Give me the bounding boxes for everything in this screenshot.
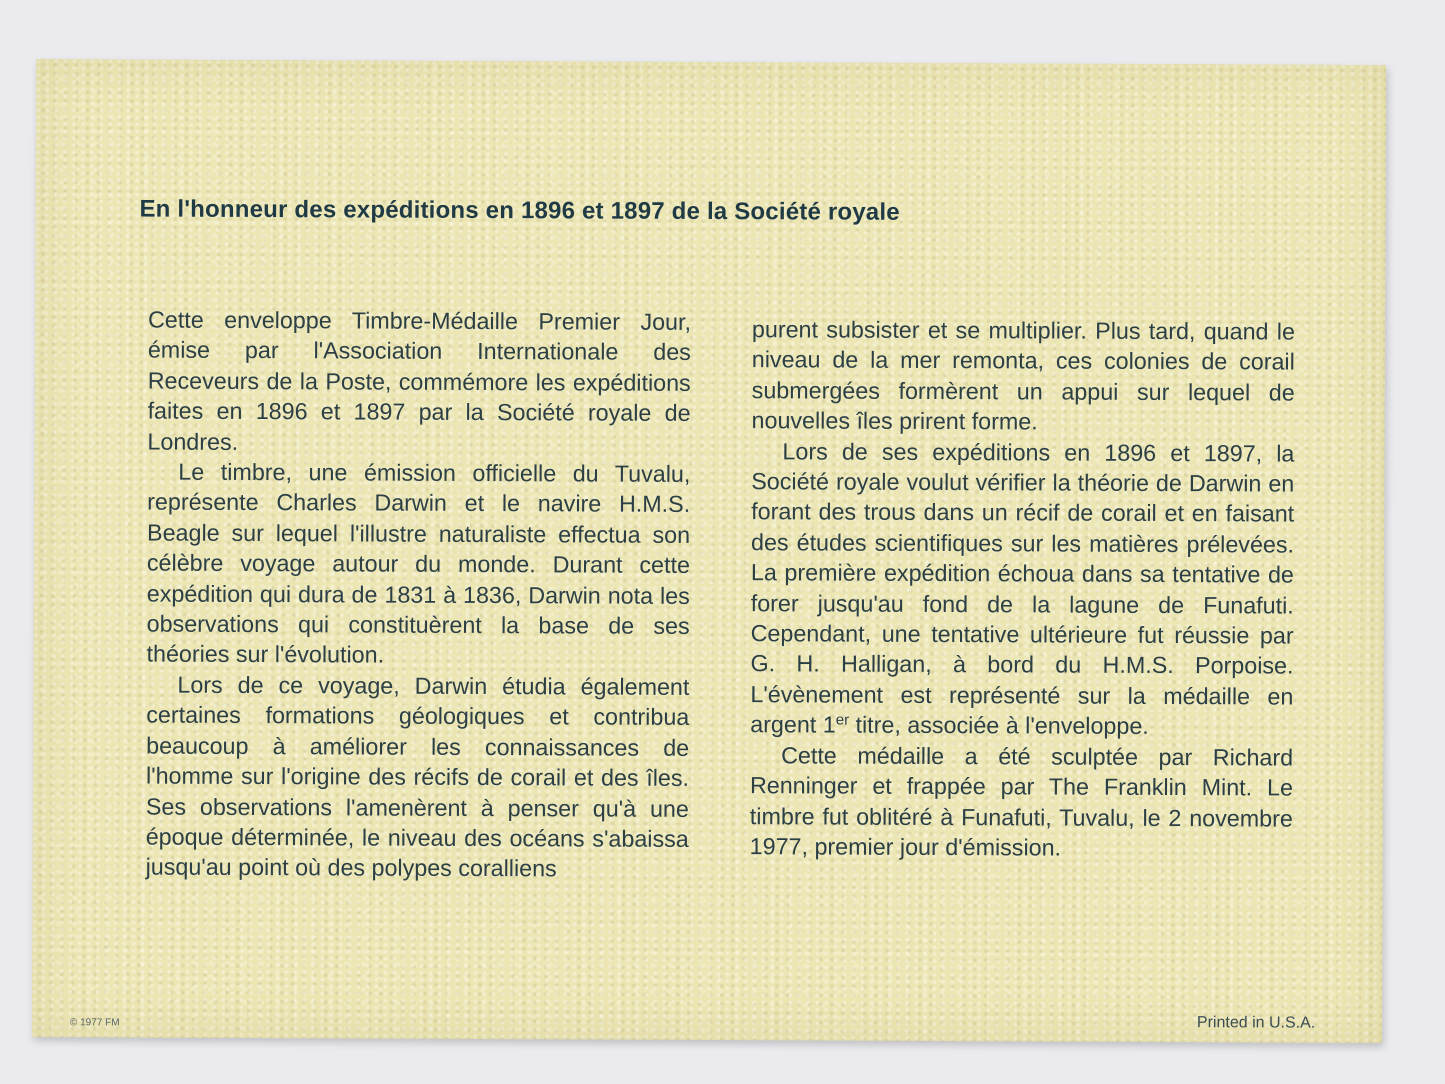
right-paragraph-3: Cette médaille a été sculptée par Richard Renninger et frappée par The Franklin Mint. Le timbre fut oblitéré à Funafuti, Tuvalu, le 2 novembre 1977, premier jour d'émission. xyxy=(749,742,1294,861)
insert-card xyxy=(32,59,1386,1043)
copyright-notice: © 1977 FM xyxy=(69,1017,120,1029)
right-paragraph-1: purent subsister et se multiplier. Plus tard, quand le niveau de la mer remonta, ces colonies de corail submergées formèrent un appui sur lequel de nouvelles îles prirent forme. xyxy=(751,316,1296,435)
right-column xyxy=(750,314,1295,864)
right-paragraph-2 xyxy=(750,436,1294,742)
left-paragraph-3: Lors de ce voyage, Darwin étudia également certaines formations géologiques et contribua beaucoup à améliorer les connaissances de l'homme sur l'origine des récifs de corail et des îles. Ses observations l'amenèrent à penser qu'à une époque déterminée, le niveau des océans s'abaissa jusqu'au point où des polypes coralliens xyxy=(145,671,690,882)
left-paragraph-2: Le timbre, une émission officielle du Tuvalu, représente Charles Darwin et le navire H.M.S. Beagle sur lequel l'illustre naturaliste effectua son célèbre voyage autour du monde. Durant cette expédition qui dura de 1831 à 1836, Darwin nota les observations qui constituèrent la base de ses théories sur l'évolution. xyxy=(146,458,691,669)
left-paragraph-1: Cette enveloppe Timbre-Médaille Premier Jour, émise par l'Association Internationale des Receveurs de la Poste, commémore les expéditions faites en 1896 et 1897 par la Société royale de Londres. xyxy=(147,306,692,455)
left-column xyxy=(146,305,692,885)
right-paragraph-2-text: Lors de ses expéditions en 1896 et 1897, la Société royale voulut vérifier la théorie de Darwin en forant des trous dans un récif de corail et en faisant des études scientifiques sur les matières prélevées. La première expédition échoua dans sa tentative de forer jusqu'au fond de la lagune de Funafuti. Cependant, une tentative ultérieure fut réussie par G. H. Halligan, à bord du H.M.S. Porpoise. L'évènement est représenté sur la médaille en argent 1 xyxy=(750,437,1295,738)
right-paragraph-2-tail: titre, associée à l'enveloppe. xyxy=(849,711,1149,740)
card-title: En l'honneur des expéditions en 1896 et 1897 de la Société royale xyxy=(139,195,900,226)
printed-in-notice: Printed in U.S.A. xyxy=(1196,1014,1316,1032)
superscript-er: er xyxy=(835,711,850,729)
